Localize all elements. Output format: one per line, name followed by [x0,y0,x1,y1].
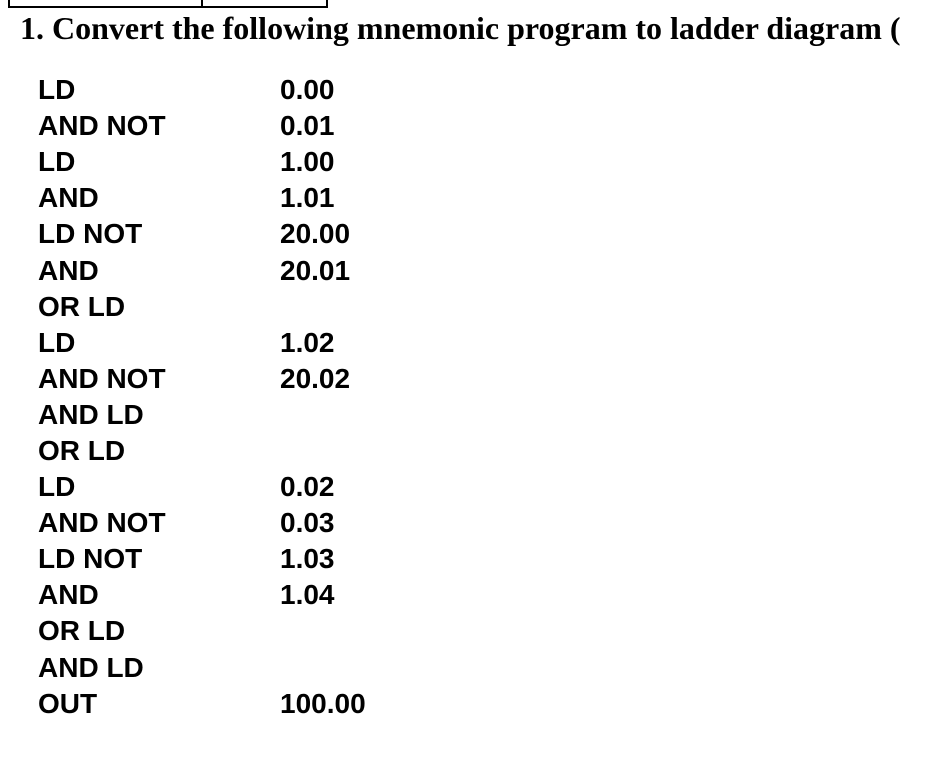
program-line [38,505,366,541]
mnemonic-program [38,72,366,722]
program-line [38,397,366,433]
operand: 0.03 [280,507,335,539]
operand: 0.01 [280,110,335,142]
header-table-fragment [8,0,328,8]
program-line [38,289,366,325]
instruction: AND LD [38,651,144,683]
program-line [38,361,366,397]
program-line [38,469,366,505]
question-text: 1. Convert the following mnemonic program to ladder diagram ( [20,10,901,46]
instruction: AND NOT [38,362,166,394]
instruction: OR LD [38,290,126,322]
program-line [38,216,366,252]
instruction: LD [38,471,76,503]
instruction: AND [38,254,99,286]
program-line [38,325,366,361]
instruction: AND NOT [38,110,166,142]
instruction: AND [38,579,99,611]
operand: 1.02 [280,326,335,358]
program-line [38,433,366,469]
header-table-cell [8,0,203,8]
operand: 100.00 [280,687,366,719]
instruction: LD [38,74,76,106]
program-line [38,686,366,722]
operand: 1.03 [280,543,335,575]
instruction: LD [38,146,76,178]
operand: 20.02 [280,362,351,394]
instruction: AND [38,182,99,214]
header-table-cell [203,0,328,8]
operand: 1.00 [280,146,335,178]
instruction: OUT [38,687,98,719]
operand: 0.00 [280,74,335,106]
program-line [38,577,366,613]
program-line [38,252,366,288]
instruction: LD NOT [38,218,143,250]
program-line [38,650,366,686]
instruction: LD [38,326,76,358]
program-line [38,72,366,108]
operand: 1.01 [280,182,335,214]
operand: 20.00 [280,218,351,250]
instruction: AND NOT [38,507,166,539]
operand: 0.02 [280,471,335,503]
program-line [38,613,366,649]
program-line [38,541,366,577]
program-line [38,108,366,144]
program-line [38,180,366,216]
operand: 20.01 [280,254,351,286]
program-line [38,144,366,180]
instruction: LD NOT [38,543,143,575]
instruction: OR LD [38,615,126,647]
instruction: AND LD [38,398,144,430]
instruction: OR LD [38,434,126,466]
operand: 1.04 [280,579,335,611]
